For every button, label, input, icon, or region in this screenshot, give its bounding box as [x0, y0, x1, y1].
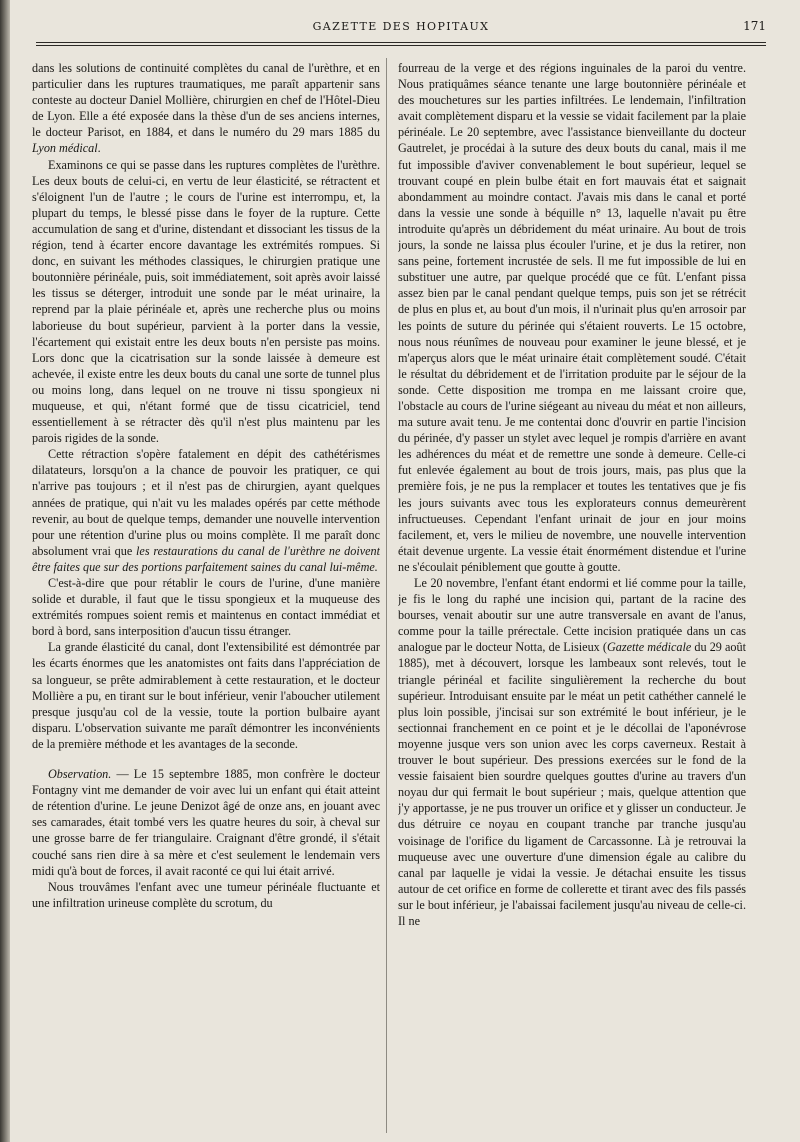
paragraph: C'est-à-dire que pour rétablir le cours de l'urine, d'une manière solide et durable, il faut que le tissu spongieux et la muqueuse des extrémités rompues soient remis et maintenus en contact immédiat et bord à bord, sans interposition d'aucun tissu étranger.: [32, 576, 380, 639]
paragraph-text: dans les solutions de continuité complètes du canal de l'urèthre, et en particulier dans les ruptures traumatiques, me paraît appartenir sans conteste au docteur Daniel Mollière, chirurgien en chef de l'Hôtel-Dieu de Lyon. Elle a été exposée dans la thèse d'un de ses anciens internes, le docteur Parisot, en 1884, et dans le numéro du 29 mars 1885 du: [32, 61, 380, 140]
running-header: [36, 18, 766, 38]
observation-paragraph: [32, 766, 380, 879]
paragraph: La grande élasticité du canal, dont l'extensibilité est démontrée par les écarts énormes que les anatomistes ont faits dans l'appréciation de sa longueur, se prête admirablement à cette restauration, et le docteur Mollière a pu, en tirant sur le bout inférieur, venir l'aboucher utilement presque jusqu'au col de la vessie, toute la portion bulbaire ayant disparu. L'observation suivante me paraît démontrer les inconvénients de la première méthode et les avantages de la seconde.: [32, 640, 380, 751]
paragraph-text: du 29 août 1885), met à découvert, lorsque les lambeaux sont relevés, tout le triangle périnéal et facilite singulièrement la recherche du bout supérieur. Introduisant ensuite par le méat un petit cathéther cannelé le plus loin possible, j'incisai sur son extrémité le bout inférieur, je le sectionnai franchement en ce point et je le décollai de l'aponévrose moyenne jusque vers son union avec les corps caverneux. Restait à trouver le bout supérieur. Des pressions exercées sur le fond de la vessie faisaient bien sourdre quelques gouttes d'urine au travers d'un noyau dur qui fermait le bout supérieur ; mais, quelque attention que j'y apportasse, je ne pus trouver un orifice et y glisser un conducteur. Je dus détruire ce noyau en coupant tranche par tranche jusqu'au voisinage de l'orifice du ligament de Carcassonne. Là je retrouvai la muqueuse avec une ouverture d'une dimension égale au calibre du canal par laquelle je vidai la vessie. Je détachai ensuite les tissus autour de cet orifice en forme de collerette et tirant avec des fils passés sur le bout inférieur, je l'abaissai facilement jusqu'au niveau de celle-ci. Il ne: [398, 640, 746, 928]
column-divider: [386, 58, 387, 1133]
journal-title: Lyon médical: [32, 141, 98, 156]
header-rule-top: [36, 42, 766, 43]
paragraph-text: Le 20 novembre, l'enfant étant endormi et lié comme pour la taille, je fis le long du raphé une incision qui, partant de la racine des bourses, venait aboutir sur une autre transversale en avant de l'anus, comme pour la taille prérectale. Cette incision pratiquée dans un cas analogue par le docteur Notta, de Lisieux (: [398, 576, 746, 655]
paragraph: [32, 60, 380, 157]
paragraph: fourreau de la verge et des régions inguinales de la paroi du ventre. Nous pratiquâmes séance tenante une large boutonnière périnéale et des mouchetures sur les parties infiltrées. Le lendemain, l'infiltration avait complètement disparu et la vessie se vidait facilement par la plaie périnéale. Le 20 septembre, avec l'assistance bienveillante du docteur Gautrelet, je procédai à la suture des deux bouts du canal, mais il me fut impossible d'aviver convenablement le bout supérieur, lequel se trouvant coupé en plein bulbe était en fort mauvais état et saignait abondamment au moindre contact. J'avais mis dans le canal et porté dans la vessie une sonde à béquille n° 13, laquelle n'avait pu être introduite qu'après un débridement du méat urinaire. Au bout de trois jours, la sonde ne laissa plus écouler l'urine, et je dus la retirer, non sans peine, fortement incrustée de sels. Il me fut impossible de lui en substituer une autre, par quelque procédé que ce fût. L'enfant pissa assez bien par le canal pendant quelque temps, puis son jet se rétrécit de plus en plus et, au bout d'un mois, il n'urinait plus qu'en arrosoir par les points de suture du périnée qui s'étaient rouverts. Le 15 octobre, nous nous réunîmes de nouveau pour examiner le jeune blessé, et je m'aperçus alors que le méat urinaire était complètement soudé. C'était le résultat du débridement et de l'irritation produite par le séjour de la sonde. Cette disposition me trompa en me laissant croire que, l'obstacle au cours de l'urine siégeant au niveau du méat et non ailleurs, ma suture avait tenu. Je me contentai donc d'ouvrir en partie l'incision du périnée, d'y passer un stylet avec lequel je rompis d'arrière en avant les adhérences du méat et de remettre une sonde à demeure. Celle-ci fut enlevée également au bout de trois jours, mais, pas plus que la première fois, je ne pus la remplacer et toutes les tentatives que je fis les jours suivants avec tous les explorateurs connus demeurèrent infructueuses. Cependant l'enfant urinait de jour en jour moins facilement, et, vers le milieu de novembre, une nouvelle intervention était devenue urgente. La vessie était énormément distendue et l'urine ne s'écoulait péniblement que goutte à goutte.: [398, 61, 746, 574]
paragraph: [398, 575, 746, 929]
journal-title: Gazette médicale: [606, 640, 692, 655]
paragraph: Nous trouvâmes l'enfant avec une tumeur périnéale fluctuante et une infiltration urineuse complète du scrotum, du: [32, 879, 380, 910]
header-rule-bottom: [36, 45, 766, 46]
running-title: GAZETTE DES HOPITAUX: [312, 20, 490, 33]
paragraph-text: Cette rétraction s'opère fatalement en dépit des cathétérismes dilatateurs, lorsqu'on a la chance de pouvoir les pratiquer, ce qui n'arrive pas toujours ; et il n'est pas de chirurgien, ayant quelques années de pratique, qui n'ait vu les malades opérés par cette méthode revenir, au bout de quelque temps, demander une nouvelle intervention pour une rétention d'urine plus ou moins complète. Il me paraît donc absolument vrai que: [32, 447, 380, 558]
page-number: 171: [743, 19, 766, 33]
paragraph-text: — Le 15 septembre 1885, mon confrère le docteur Fontagny vint me demander de voir avec lui un enfant qui était atteint de rétention d'urine. Le jeune Denizot âgé de onze ans, en jouant avec ses camarades, était tombé vers les quatre heures du soir, à cheval sur une grosse barre de fer triangulaire. Craignant d'être grondé, il s'était couché sans rien dire à sa mère et c'est seulement le lendemain vers midi qu'à bout de forces, il avait raconté ce qui lui était arrivé.: [32, 767, 380, 878]
right-column: [398, 60, 746, 1130]
observation-label: Observation.: [48, 767, 112, 782]
page-binding-edge: [0, 0, 10, 1142]
emphasized-text: les restaurations du canal de l'urèthre ne doivent être faites que sur des portions parfaitement saines du canal lui-même.: [32, 543, 380, 574]
left-column: [32, 60, 380, 1130]
paragraph: Examinons ce qui se passe dans les ruptures complètes de l'urèthre. Les deux bouts de celui-ci, en vertu de leur élasticité, se rétractent et s'éloignent l'un de l'autre ; le cours de l'urine est interrompu, et, la plupart du temps, le blessé pisse dans le foyer de la rupture. Cette accumulation de sang et d'urine, distendant et dissociant les tissus de la région, tend à écarter encore davantage les extrémités rompues. Si donc, en suivant les méthodes classiques, le chirurgien pratique une boutonnière périnéale, puis, soit immédiatement, soit après avoir laissé les tissus se déterger, introduit une sonde par le méat urinaire, la reprend par la plaie périnéale et, après une recherche plus ou moins laborieuse du bout supérieur, parvient à la porter dans la vessie, l'écartement qui existait entre les deux bouts n'en persiste pas moins. Lors donc que la cicatrisation sur la sonde laissée à demeure est achevée, il existe entre les deux bouts du canal une sorte de tunnel plus ou moins long, dans lequel on ne trouve ni tissu spongieux ni muqueuse, et qui, n'étant formé que de tissu cicatriciel, tend essentiellement à se rétracter dès qu'il n'est plus maintenu par les parois rigides de la sonde.: [32, 157, 380, 446]
paragraph-text: .: [97, 141, 101, 156]
paragraph: [32, 446, 380, 575]
